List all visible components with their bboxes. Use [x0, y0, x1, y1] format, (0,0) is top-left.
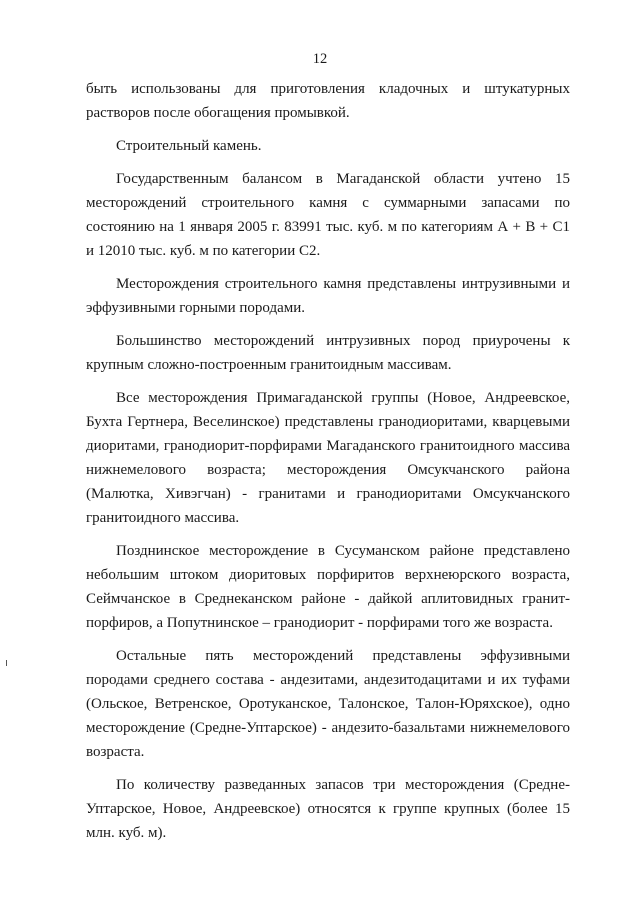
- paragraph-p6: [86, 386, 570, 530]
- text-line: Сеймчанское в Среднеканском районе - дайкой аплитовидных гранит-: [86, 591, 570, 607]
- text-line: (Малютка, Хивэгчан) - гранитами и гранодиоритами Омсукчанского: [86, 486, 570, 502]
- text-line: Месторождения строительного камня представлены интрузивными и: [116, 276, 570, 292]
- text-line: крупным сложно-построенным гранитоидным массивам.: [86, 357, 452, 373]
- text-line: возраста.: [86, 744, 145, 760]
- text-line: месторождений строительного камня с суммарными запасами по: [86, 195, 570, 211]
- text-line: Большинство месторождений интрузивных пород приурочены к: [116, 333, 570, 349]
- text-line: состоянию на 1 января 2005 г. 83991 тыс. куб. м по категориям А + В + С1: [86, 219, 570, 235]
- text-line: Государственным балансом в Магаданской области учтено 15: [116, 171, 570, 187]
- text-line: быть использованы для приготовления кладочных и штукатурных: [86, 81, 570, 97]
- text-line: Уптарское, Новое, Андреевское) относятся к группе крупных (более 15: [86, 801, 570, 817]
- text-line: диоритами, гранодиорит-порфирами Магаданского гранитоидного массива: [86, 438, 570, 454]
- text-line: порфиров, а Попутнинское – гранодиорит - порфирами того же возраста.: [86, 615, 553, 631]
- text-line: млн. куб. м).: [86, 825, 167, 841]
- text-line: Остальные пять месторождений представлены эффузивными: [116, 648, 570, 664]
- text-line: Позднинское месторождение в Сусуманском районе представлено: [116, 543, 570, 559]
- page-number: 12: [312, 51, 328, 67]
- text-line: небольшим штоком диоритовых порфиритов верхнеюрского возраста,: [86, 567, 570, 583]
- text-line: месторождение (Средне-Уптарское) - андезито-базальтами нижнемелового: [86, 720, 570, 736]
- paragraph-p9: [86, 773, 570, 845]
- margin-mark: [6, 660, 7, 666]
- paragraph-p7: [86, 539, 570, 635]
- text-line: Строительный камень.: [116, 138, 262, 154]
- text-line: породами среднего состава - андезитами, андезитодацитами и их туфами: [86, 672, 570, 688]
- paragraph-p5: [86, 329, 570, 377]
- text-line: и 12010 тыс. куб. м по категории С2.: [86, 243, 321, 259]
- paragraph-p8: [86, 644, 570, 764]
- paragraph-p2: [86, 134, 570, 158]
- paragraph-p4: [86, 272, 570, 320]
- text-line: Все месторождения Примагаданской группы (Новое, Андреевское,: [116, 390, 570, 406]
- document-body: [86, 77, 570, 854]
- paragraph-p1: [86, 77, 570, 125]
- text-line: гранитоидного массива.: [86, 510, 240, 526]
- text-line: растворов после обогащения промывкой.: [86, 105, 350, 121]
- text-line: (Ольское, Ветренское, Оротуканское, Талонское, Талон-Юряхское), одно: [86, 696, 570, 712]
- text-line: эффузивными горными породами.: [86, 300, 306, 316]
- paragraph-p3: [86, 167, 570, 263]
- text-line: нижнемелового возраста; месторождения Омсукчанского района: [86, 462, 570, 478]
- text-line: Бухта Гертнера, Веселинское) представлены гранодиоритами, кварцевыми: [86, 414, 570, 430]
- text-line: По количеству разведанных запасов три месторождения (Средне-: [116, 777, 570, 793]
